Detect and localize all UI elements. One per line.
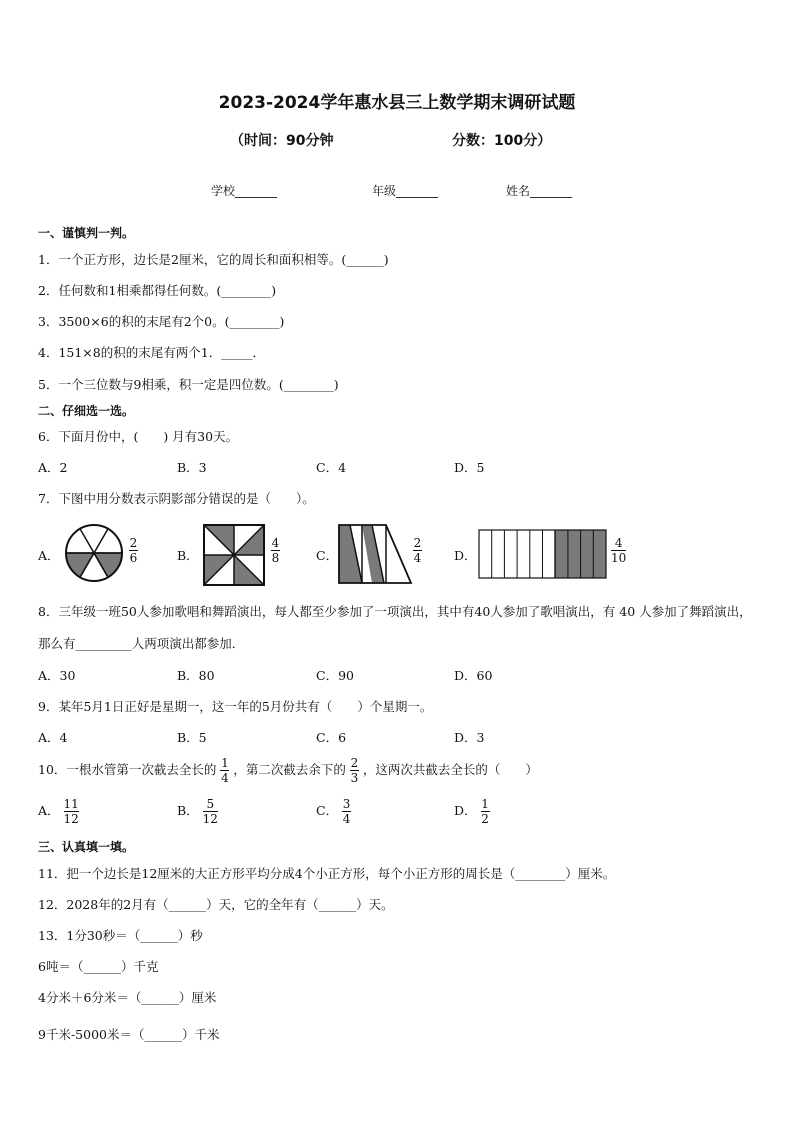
q10-opt-a-num: 11: [63, 797, 79, 811]
q10-opt-d-den: 2: [481, 812, 489, 826]
q8-option-d: D．60: [454, 668, 493, 683]
q7-label-a: A．: [38, 548, 60, 563]
q7-label-b: B．: [177, 548, 199, 563]
name-field: 姓名_______: [506, 184, 573, 198]
q8-option-b: B．80: [177, 668, 215, 683]
q10-option-c: [316, 797, 351, 826]
q7-label-c: C．: [316, 548, 339, 563]
question-13-line-1: 13．1分30秒＝（______）秒: [38, 928, 203, 943]
q10-label-c: C．: [316, 803, 339, 818]
q10-option-b: [177, 797, 218, 826]
q10-frac2-num: 2: [350, 756, 359, 770]
question-12: 12．2028年的2月有（______）天，它的全年有（______）天。: [38, 897, 394, 912]
q6-option-b: B．3: [177, 460, 207, 475]
q7-fraction-d: [611, 536, 626, 565]
q9-option-b: B．5: [177, 730, 207, 745]
q7-frac-d-den: 10: [611, 551, 627, 565]
q10-opt-c-den: 4: [342, 812, 351, 826]
q10-part1: 10．一根水管第一次截去全长的: [38, 762, 217, 777]
q10-frac1-num: 1: [221, 756, 229, 770]
question-4: 4．151×8的积的末尾有两个1．_____．: [38, 345, 265, 360]
q7-trapezoid-figure: [336, 522, 414, 586]
q7-frac-a-den: 6: [129, 551, 138, 565]
q10-label-d: D．: [454, 803, 477, 818]
q9-option-d: D．3: [454, 730, 485, 745]
q6-option-c: C．4: [316, 460, 347, 475]
question-3: 3．3500×6的积的末尾有2个0。(________): [38, 314, 285, 329]
q10-label-a: A．: [38, 803, 60, 818]
question-13-line-2: 6吨＝（______）千克: [38, 959, 159, 974]
q7-circle-figure: [63, 522, 125, 584]
question-9: 9．某年5月1日正好是星期一，这一年的5月份共有（ ）个星期一。: [38, 699, 433, 714]
section-3-heading: 三、认真填一填。: [38, 840, 135, 854]
q10-opt-c-num: 3: [342, 797, 351, 811]
q6-option-d: D．5: [454, 460, 485, 475]
question-13-line-4: 9千米-5000米＝（______）千米: [38, 1027, 220, 1042]
q10-part3: ，这两次共截去全长的（ ）: [362, 762, 538, 777]
question-2: 2．任何数和1相乘都得任何数。(________): [38, 283, 277, 298]
q7-fraction-a: [129, 536, 138, 565]
exam-time: （时间：90分钟: [230, 133, 334, 149]
page-title: 2023-2024学年惠水县三上数学期末调研试题: [218, 93, 576, 113]
q10-option-d: [454, 797, 490, 826]
q7-strips-figure: [477, 528, 609, 580]
q8-option-a: A．30: [38, 668, 76, 683]
q10-part2: ，第二次截去余下的: [233, 762, 346, 777]
question-10: [38, 756, 538, 785]
question-1: 1．一个正方形，边长是2厘米，它的周长和面积相等。(______): [38, 252, 389, 267]
q10-frac2-den: 3: [350, 771, 359, 785]
q7-fraction-c: [413, 536, 422, 565]
q8-option-c: C．90: [316, 668, 354, 683]
question-5: 5．一个三位数与9相乘，积一定是四位数。(________): [38, 377, 339, 392]
q10-option-a: [38, 797, 79, 826]
grade-field: 年级_______: [372, 184, 439, 198]
q7-frac-c-num: 2: [413, 536, 422, 550]
school-field: 学校_______: [211, 184, 278, 198]
section-2-heading: 二、仔细选一选。: [38, 404, 135, 418]
q10-label-b: B．: [177, 803, 199, 818]
q9-option-a: A．4: [38, 730, 68, 745]
q7-square-figure: [201, 522, 267, 588]
q7-frac-c-den: 4: [413, 551, 422, 565]
question-7: 7．下图中用分数表示阴影部分错误的是（ ）。: [38, 491, 315, 506]
q10-opt-b-num: 5: [206, 797, 215, 811]
q10-opt-b-den: 12: [202, 812, 218, 826]
q7-fraction-b: [271, 536, 280, 565]
q10-opt-d-num: 1: [481, 797, 489, 811]
q9-option-c: C．6: [316, 730, 347, 745]
q7-label-d: D．: [454, 548, 477, 563]
question-6: 6．下面月份中，( ) 月有30天。: [38, 429, 239, 444]
question-13-line-3: 4分米＋6分米＝（______）厘米: [38, 990, 217, 1005]
section-1-heading: 一、谨慎判一判。: [38, 226, 135, 240]
exam-score: 分数：100分）: [452, 133, 552, 149]
question-8: 8．三年级一班50人参加歌唱和舞蹈演出，每人都至少参加了一项演出，其中有40人参加了歌唱演出，有 40 人参加了舞蹈演出，那么有_________人两项演出都参加．: [38, 604, 752, 651]
q7-frac-b-den: 8: [271, 551, 280, 565]
q10-frac1-den: 4: [221, 771, 229, 785]
question-11: 11．把一个边长是12厘米的大正方形平均分成4个小正方形，每个小正方形的周长是（________）厘米。: [38, 866, 616, 881]
q10-opt-a-den: 12: [63, 812, 79, 826]
q7-frac-d-num: 4: [614, 536, 623, 550]
q6-option-a: A．2: [38, 460, 68, 475]
q7-frac-b-num: 4: [271, 536, 280, 550]
q7-frac-a-num: 2: [129, 536, 138, 550]
